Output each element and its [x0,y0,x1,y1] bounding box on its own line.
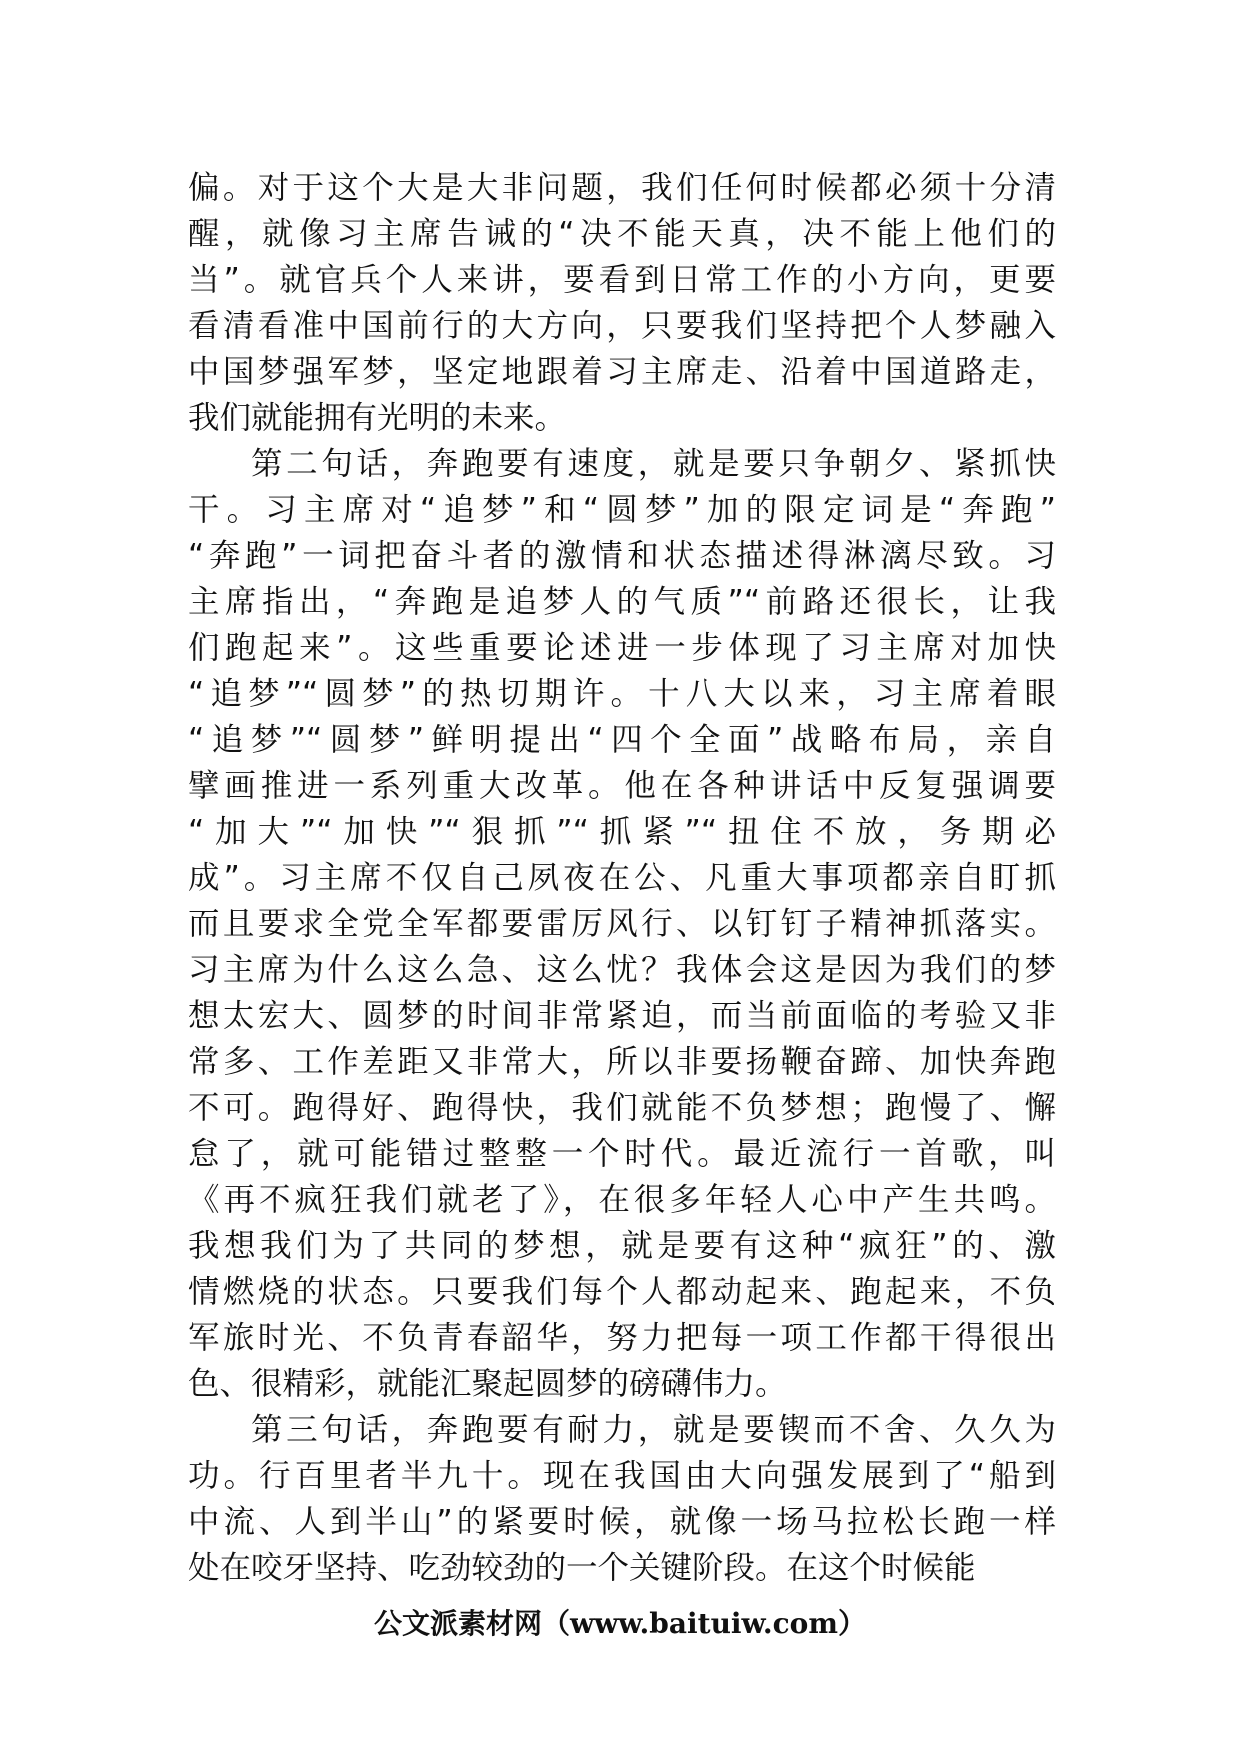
text-line: 情燃烧的状态。只要我们每个人都动起来、跑起来，不负 [188,1274,1056,1310]
body-text [188,165,1056,1591]
text-line: 醒，就像习主席告诫的“决不能天真，决不能上他们的 [188,216,1056,252]
text-line: 怠了，就可能错过整整一个时代。最近流行一首歌，叫 [188,1136,1056,1172]
text-line: 中流、人到半山”的紧要时候，就像一场马拉松长跑一样 [188,1504,1056,1540]
text-line: 偏。对于这个大是大非问题，我们任何时候都必须十分清 [188,170,1056,206]
text-line: 《再不疯狂我们就老了》，在很多年轻人心中产生共鸣。 [188,1182,1056,1218]
paragraph [188,441,1056,1407]
text-line: 我们就能拥有光明的未来。 [188,400,567,436]
paragraph [188,1407,1056,1591]
text-line: 擘画推进一系列重大改革。他在各种讲话中反复强调要 [188,768,1056,804]
text-line: 第二句话，奔跑要有速度，就是要只争朝夕、紧抓快 [251,446,1056,482]
text-line: 功。行百里者半九十。现在我国由大向强发展到了“船到 [188,1458,1056,1494]
text-line: “加大”“加快”“狠抓”“抓紧”“扭住不放，务期必 [188,814,1056,850]
paragraph [188,165,1056,441]
text-line: 看清看准中国前行的大方向，只要我们坚持把个人梦融入 [188,308,1056,344]
text-line: 我想我们为了共同的梦想，就是要有这种“疯狂”的、激 [188,1228,1056,1264]
text-line: 中国梦强军梦，坚定地跟着习主席走、沿着中国道路走， [188,354,1056,390]
text-line: 当”。就官兵个人来讲，要看到日常工作的小方向，更要 [188,262,1056,298]
text-line: 处在咬牙坚持、吃劲较劲的一个关键阶段。在这个时候能 [188,1550,976,1586]
text-line: 军旅时光、不负青春韶华，努力把每一项工作都干得很出 [188,1320,1056,1356]
text-line: 常多、工作差距又非常大，所以非要扬鞭奋蹄、加快奔跑 [188,1044,1056,1080]
text-line: “追梦”“圆梦”鲜明提出“四个全面”战略布局，亲自 [188,722,1056,758]
text-line: 想太宏大、圆梦的时间非常紧迫，而当前面临的考验又非 [188,998,1056,1034]
text-line: 习主席为什么这么急、这么忧？我体会这是因为我们的梦 [188,952,1056,988]
text-line: 而且要求全党全军都要雷厉风行、以钉钉子精神抓落实。 [188,906,1056,942]
text-line: 主席指出，“奔跑是追梦人的气质”“前路还很长，让我 [188,584,1056,620]
text-line: “奔跑”一词把奋斗者的激情和状态描述得淋漓尽致。习 [188,538,1056,574]
text-line: 第三句话，奔跑要有耐力，就是要锲而不舍、久久为 [251,1412,1056,1448]
text-line: 色、很精彩，就能汇聚起圆梦的磅礴伟力。 [188,1366,787,1402]
footer-watermark: 公文派素材网（www.baituiw.com） [374,1607,866,1640]
text-line: “追梦”“圆梦”的热切期许。十八大以来，习主席着眼 [188,676,1056,712]
text-line: 们跑起来”。这些重要论述进一步体现了习主席对加快 [188,630,1056,666]
text-line: 干。习主席对“追梦”和“圆梦”加的限定词是“奔跑” [188,492,1056,528]
text-line: 成”。习主席不仅自己夙夜在公、凡重大事项都亲自盯抓 [188,860,1056,896]
text-line: 不可。跑得好、跑得快，我们就能不负梦想；跑慢了、懈 [188,1090,1056,1126]
